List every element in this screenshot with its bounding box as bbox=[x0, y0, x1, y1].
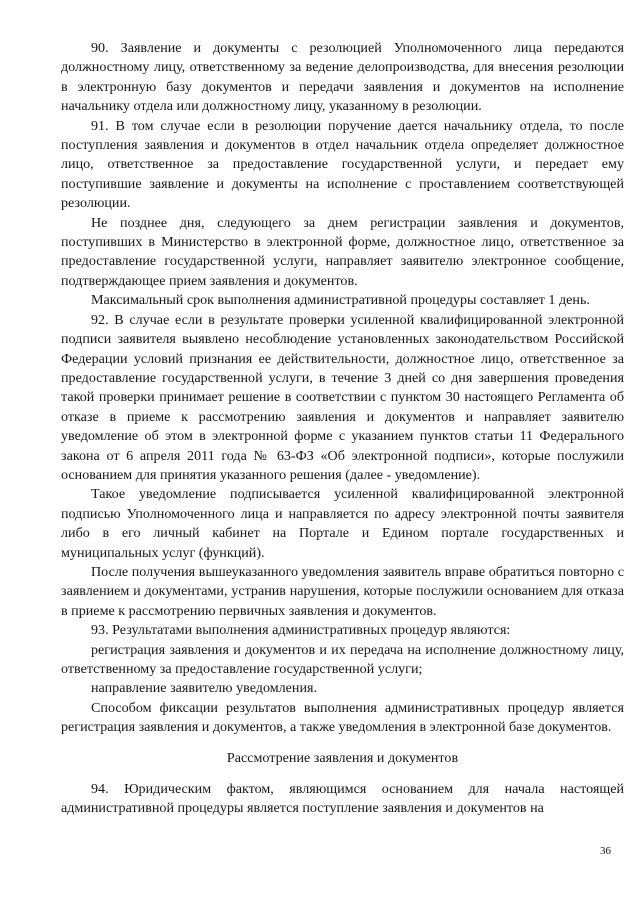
paragraph-93: 93. Результатами выполнения административных процедур являются: bbox=[91, 622, 511, 639]
paragraph-93-item-2: направление заявителю уведомления. bbox=[91, 680, 318, 697]
paragraph-91: 91. В том случае если в резолюции поручение дается начальнику отдела, то после поступления заявления и документов в отдел начальник отдела определяет должностное лицо, ответственное за предоставление государственной услуги, и передает ему поступившие заявление и документы на исполнение с проставлением соответствующей резолюции. bbox=[61, 117, 624, 212]
section-heading: Рассмотрение заявления и документов bbox=[226, 749, 459, 766]
document-page bbox=[61, 39, 624, 819]
page-number: 36 bbox=[600, 845, 611, 857]
paragraph-91-deadline: Максимальный срок выполнения административной процедуры составляет 1 день. bbox=[91, 292, 590, 309]
paragraph-92-resubmit: После получения вышеуказанного уведомления заявитель вправе обратиться повторно с заявлением и документами, устранив нарушения, которые послужили основанием для отказа в приеме к рассмотрению первичных заявления и документов. bbox=[61, 563, 624, 619]
paragraph-93-fixation: Способом фиксации результатов выполнения административных процедур является регистрация заявления и документов, а также уведомления в электронной базе документов. bbox=[61, 699, 624, 736]
paragraph-94: 94. Юридическим фактом, являющимся основанием для начала настоящей административной процедуры является поступление заявления и документов на bbox=[61, 781, 624, 817]
paragraph-91-notification: Не позднее дня, следующего за днем регистрации заявления и документов, поступивших в Министерство в электронной форме, должностное лицо, ответственное за предоставление государственной услуги, направляет заявителю электронное сообщение, подтверждающее прием заявления и документов. bbox=[61, 214, 624, 289]
paragraph-92: 92. В случае если в результате проверки усиленной квалифицированной электронной подписи заявителя выявлено несоблюдение установленных законодательством Российской Федерации условий признания ее действительности, должностное лицо, ответственное за предоставление государственной услуги, в течение 3 дней со дня завершения проведения такой проверки принимает решение в соответствии с пунктом 30 настоящего Регламента об отказе в приеме к рассмотрению заявления и документов и направляет заявителю уведомление об этом в электронной форме с указанием пунктов статьи 11 Федерального закона от 6 апреля 2011 года № 63-ФЗ «Об электронной подписи», которые послужили основанием для принятия указанного решения (далее - уведомление). bbox=[61, 311, 624, 483]
paragraph-92-signature: Такое уведомление подписывается усиленной квалифицированной электронной подписью Уполномоченного лица и направляется по адресу электронной почты заявителя либо в его личный кабинет на Портале и Едином портале государственных и муниципальных услуг (функций). bbox=[61, 486, 624, 561]
paragraph-90: 90. Заявление и документы с резолюцией Уполномоченного лица передаются должностному лицу, ответственному за ведение делопроизводства, для внесения резолюции в электронную базу документов и передачи заявления и документов на исполнение начальнику отдела или должностному лицу, указанному в резолюции. bbox=[61, 40, 624, 115]
paragraph-93-item-1: регистрация заявления и документов и их передача на исполнение должностному лицу, ответственному за предоставление государственной услуги; bbox=[61, 641, 624, 677]
